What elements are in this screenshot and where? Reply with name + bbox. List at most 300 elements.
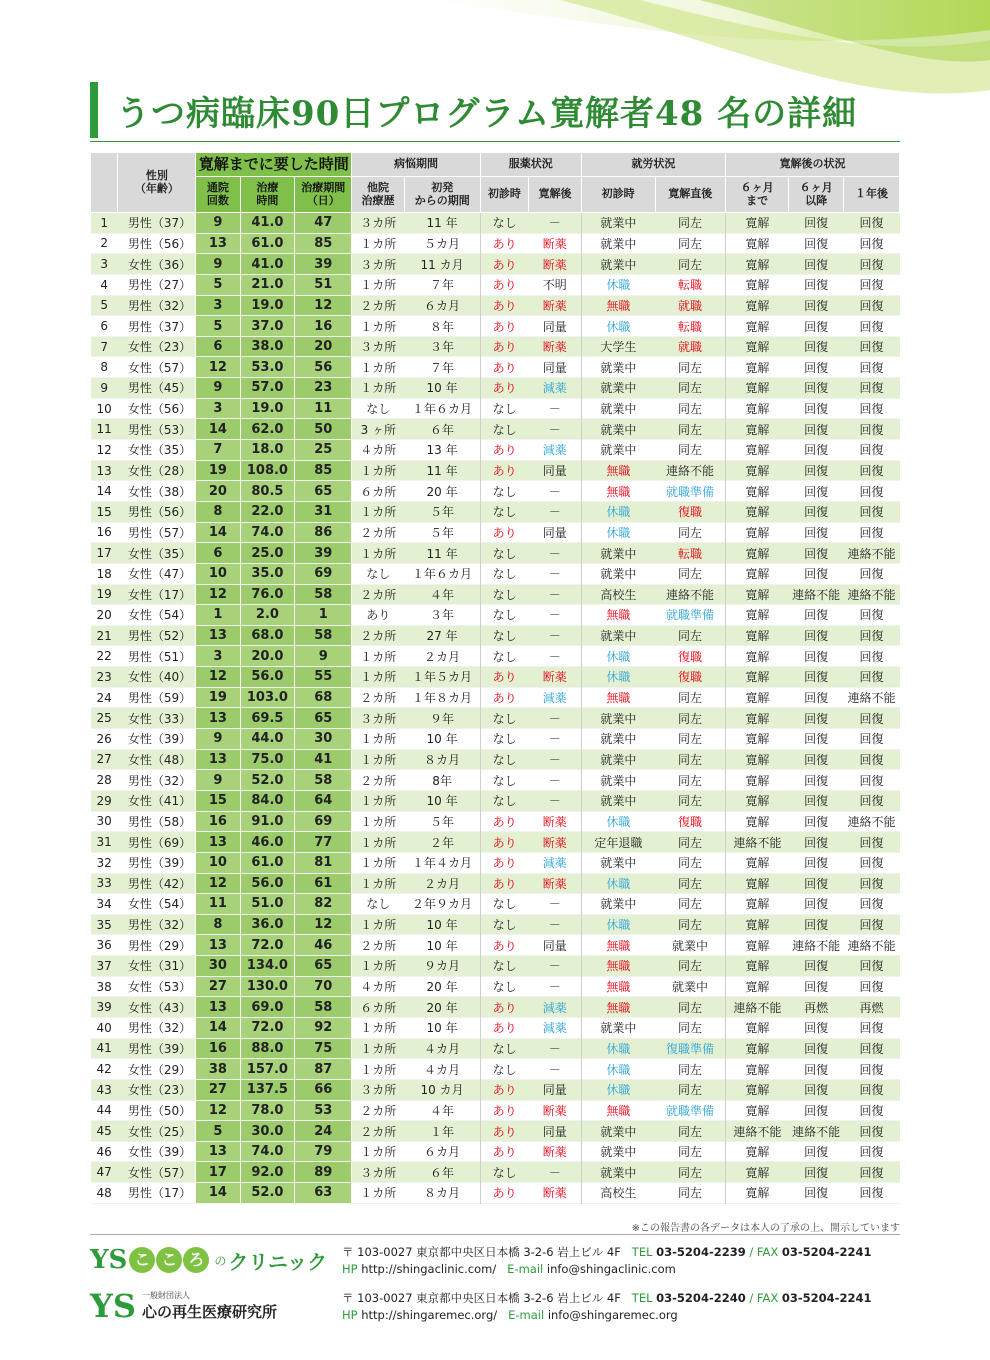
cell-status-6m: 寛解 [726,976,789,997]
cell-meds-after: 同量 [529,935,582,956]
table-row [91,770,900,791]
cell-sex-age: 女性（33） [118,708,196,729]
institute-name: 心の再生医療研究所 [141,1303,277,1321]
cell-row-number: 16 [91,522,118,543]
cell-work-after: 復職 [655,646,726,667]
cell-status-6m: 寛解 [726,667,789,688]
cell-sex-age: 女性（35） [118,440,196,461]
cell-work-after: 復職 [655,667,726,688]
cell-row-number: 41 [91,1038,118,1059]
cell-status-1y: 回復 [844,563,900,584]
cell-treatment-hours: 56.0 [240,667,295,688]
cell-meds-first: なし [480,770,528,791]
cell-status-1y: 回復 [844,749,900,770]
cell-sex-age: 男性（56） [118,501,196,522]
cell-sex-age: 男性（39） [118,852,196,873]
cell-other-clinic-history: なし [352,894,405,915]
cell-status-6m-plus: 回復 [789,1183,844,1204]
table-row [91,1121,900,1142]
cell-visit-count: 27 [196,1079,240,1100]
cell-status-6m-plus: 回復 [789,811,844,832]
cell-status-6m-plus: 回復 [789,378,844,399]
cell-visit-count: 6 [196,543,240,564]
header-m6: ６ヶ月 まで [726,177,789,213]
cell-status-1y: 連絡不能 [844,935,900,956]
cell-meds-first: あり [480,667,528,688]
header-since-onset: 初発 からの期間 [404,177,480,213]
institute-name-block [142,1290,277,1322]
cell-work-first: 就業中 [581,770,655,791]
cell-work-first: 休職 [581,873,655,894]
cell-treatment-days: 11 [295,398,352,419]
cell-meds-first: あり [480,1100,528,1121]
cell-meds-first: なし [480,1038,528,1059]
cell-onset-period: 13 年 [404,440,480,461]
cell-treatment-hours: 130.0 [240,976,295,997]
cell-treatment-days: 47 [295,213,352,234]
table-row [91,233,900,254]
header-work-after: 寛解直後 [655,177,726,213]
cell-work-after: 同左 [655,1162,726,1183]
cell-other-clinic-history: １カ所 [352,914,405,935]
cell-work-first: 休職 [581,1059,655,1080]
cell-status-6m-plus: 回復 [789,1059,844,1080]
cell-meds-first: なし [480,708,528,729]
cell-treatment-hours: 108.0 [240,460,295,481]
cell-status-1y: 回復 [844,1183,900,1204]
cell-work-after: 転職 [655,316,726,337]
cell-other-clinic-history: １カ所 [352,790,405,811]
header-illness-group: 病悩期間 [352,153,480,177]
cell-other-clinic-history: １カ所 [352,729,405,750]
cell-onset-period: 10 年 [404,1017,480,1038]
cell-status-6m-plus: 回復 [789,316,844,337]
cell-status-6m: 寛解 [726,935,789,956]
cell-visit-count: 19 [196,460,240,481]
cell-work-first: 就業中 [581,894,655,915]
cell-row-number: 43 [91,1079,118,1100]
clinic-email-label: E-mail [507,1262,544,1276]
cell-work-first: 無職 [581,481,655,502]
cell-status-1y: 回復 [844,832,900,853]
cell-status-1y: 回復 [844,605,900,626]
cell-meds-first: あり [480,254,528,275]
cell-meds-first: なし [480,543,528,564]
cell-status-6m: 寛解 [726,316,789,337]
cell-onset-period: ３年 [404,336,480,357]
cell-meds-first: あり [480,811,528,832]
cell-onset-period: ７年 [404,357,480,378]
cell-status-1y: 回復 [844,873,900,894]
cell-treatment-days: 81 [295,852,352,873]
cell-row-number: 6 [91,316,118,337]
cell-meds-first: あり [480,687,528,708]
cell-sex-age: 男性（32） [118,914,196,935]
cell-meds-first: あり [480,295,528,316]
cell-row-number: 13 [91,460,118,481]
cell-treatment-days: 58 [295,770,352,791]
cell-meds-after: 断薬 [529,1183,582,1204]
cell-treatment-days: 55 [295,667,352,688]
cell-meds-after: 同量 [529,460,582,481]
cell-visit-count: 7 [196,440,240,461]
cell-status-1y: 回復 [844,460,900,481]
cell-other-clinic-history: １カ所 [352,357,405,378]
cell-row-number: 35 [91,914,118,935]
cell-status-6m: 寛解 [726,687,789,708]
cell-row-number: 21 [91,625,118,646]
cell-status-6m: 寛解 [726,295,789,316]
cell-other-clinic-history: ３カ所 [352,254,405,275]
cell-other-clinic-history: １カ所 [352,832,405,853]
table-row [91,749,900,770]
cell-onset-period: ４年 [404,1100,480,1121]
cell-status-6m-plus: 回復 [789,501,844,522]
cell-meds-after: － [529,646,582,667]
cell-treatment-hours: 84.0 [240,790,295,811]
cell-treatment-hours: 52.0 [240,770,295,791]
cell-work-first: 就業中 [581,1121,655,1142]
cell-status-6m-plus: 回復 [789,213,844,234]
cell-meds-after: － [529,770,582,791]
table-row [91,811,900,832]
cell-treatment-hours: 91.0 [240,811,295,832]
cell-meds-after: － [529,584,582,605]
cell-treatment-days: 24 [295,1121,352,1142]
cell-onset-period: ９カ月 [404,956,480,977]
cell-onset-period: ４カ月 [404,1059,480,1080]
cell-work-after: 復職 [655,811,726,832]
cell-work-first: 休職 [581,1038,655,1059]
title-accent-bar [90,82,98,138]
cell-onset-period: ２カ月 [404,646,480,667]
cell-work-after: 同左 [655,1059,726,1080]
institute-logo [90,1286,277,1326]
cell-work-first: 休職 [581,1079,655,1100]
cell-sex-age: 男性（37） [118,316,196,337]
cell-status-6m: 寛解 [726,419,789,440]
cell-work-first: 高校生 [581,1183,655,1204]
cell-status-6m-plus: 回復 [789,522,844,543]
cell-sex-age: 女性（38） [118,481,196,502]
cell-status-1y: 回復 [844,336,900,357]
table-row [91,708,900,729]
cell-row-number: 18 [91,563,118,584]
cell-row-number: 2 [91,233,118,254]
cell-other-clinic-history: ６カ所 [352,997,405,1018]
cell-work-after: 同左 [655,749,726,770]
cell-sex-age: 女性（47） [118,563,196,584]
table-row [91,481,900,502]
cell-work-first: 無職 [581,460,655,481]
cell-treatment-days: 16 [295,316,352,337]
header-m6plus: ６ヶ月 以降 [789,177,844,213]
cell-visit-count: 13 [196,832,240,853]
cell-work-first: 無職 [581,687,655,708]
institute-hp-link[interactable]: http://shingaremec.org/ [361,1308,498,1322]
cell-status-1y: 回復 [844,357,900,378]
cell-meds-first: なし [480,790,528,811]
table-row [91,997,900,1018]
clinic-logo-no: の [214,1253,227,1268]
cell-sex-age: 男性（29） [118,935,196,956]
cell-status-6m: 寛解 [726,1017,789,1038]
cell-meds-after: － [529,605,582,626]
cell-treatment-hours: 36.0 [240,914,295,935]
cell-row-number: 8 [91,357,118,378]
clinic-tel[interactable]: 03-5204-2239 [656,1245,746,1259]
cell-sex-age: 女性（23） [118,1079,196,1100]
clinic-email-link[interactable]: info@shingaclinic.com [546,1262,676,1276]
cell-other-clinic-history: ６カ所 [352,481,405,502]
header-work-first: 初診時 [581,177,655,213]
cell-work-first: 休職 [581,316,655,337]
cell-row-number: 9 [91,378,118,399]
cell-meds-after: － [529,625,582,646]
title-underline [90,141,900,142]
cell-treatment-days: 79 [295,1141,352,1162]
table-row [91,687,900,708]
cell-onset-period: ７年 [404,274,480,295]
cell-treatment-days: 58 [295,584,352,605]
cell-meds-first: なし [480,419,528,440]
cell-treatment-hours: 78.0 [240,1100,295,1121]
cell-treatment-hours: 80.5 [240,481,295,502]
cell-status-6m: 寛解 [726,894,789,915]
cell-status-6m-plus: 回復 [789,852,844,873]
cell-other-clinic-history: １カ所 [352,233,405,254]
cell-status-6m-plus: 回復 [789,625,844,646]
cell-status-6m-plus: 連絡不能 [789,935,844,956]
cell-meds-after: 同量 [529,1121,582,1142]
cell-work-first: 就業中 [581,233,655,254]
cell-other-clinic-history: ２カ所 [352,625,405,646]
institute-tel[interactable]: 03-5204-2240 [656,1291,746,1305]
cell-visit-count: 15 [196,790,240,811]
cell-status-6m-plus: 回復 [789,419,844,440]
cell-meds-after: － [529,1162,582,1183]
cell-treatment-days: 92 [295,1017,352,1038]
cell-meds-after: － [529,543,582,564]
cell-status-6m: 連絡不能 [726,832,789,853]
cell-status-6m-plus: 回復 [789,914,844,935]
cell-status-1y: 回復 [844,976,900,997]
cell-sex-age: 女性（54） [118,894,196,915]
cell-treatment-days: 86 [295,522,352,543]
table-row [91,1059,900,1080]
cell-sex-age: 男性（58） [118,811,196,832]
institute-hp-label: HP [342,1308,358,1322]
cell-status-6m-plus: 回復 [789,1079,844,1100]
table-row [91,419,900,440]
cell-status-1y: 回復 [844,1017,900,1038]
table-row [91,790,900,811]
cell-treatment-days: 41 [295,749,352,770]
cell-treatment-days: 70 [295,976,352,997]
cell-row-number: 28 [91,770,118,791]
cell-other-clinic-history: ２カ所 [352,770,405,791]
cell-treatment-hours: 72.0 [240,1017,295,1038]
cell-work-after: 同左 [655,729,726,750]
table-row [91,378,900,399]
cell-treatment-hours: 72.0 [240,935,295,956]
cell-status-6m-plus: 回復 [789,894,844,915]
cell-treatment-days: 89 [295,1162,352,1183]
cell-meds-after: － [529,1059,582,1080]
cell-status-6m-plus: 回復 [789,233,844,254]
cell-sex-age: 女性（36） [118,254,196,275]
cell-other-clinic-history: １カ所 [352,1183,405,1204]
cell-status-6m-plus: 回復 [789,1038,844,1059]
cell-other-clinic-history: １カ所 [352,1017,405,1038]
cell-work-after: 同左 [655,708,726,729]
cell-status-6m-plus: 回復 [789,687,844,708]
cell-other-clinic-history: ２カ所 [352,687,405,708]
cell-visit-count: 10 [196,852,240,873]
cell-onset-period: 10 カ月 [404,1079,480,1100]
cell-onset-period: 11 年 [404,460,480,481]
institute-email-link[interactable]: info@shingaremec.org [547,1308,678,1322]
header-treat-days: 治療期間 （日） [295,177,352,213]
cell-other-clinic-history: １カ所 [352,749,405,770]
cell-treatment-hours: 74.0 [240,1141,295,1162]
cell-treatment-hours: 69.0 [240,997,295,1018]
cell-meds-after: 不明 [529,274,582,295]
cell-sex-age: 男性（17） [118,1183,196,1204]
header-work-group: 就労状況 [581,153,725,177]
cell-status-6m-plus: 回復 [789,832,844,853]
cell-other-clinic-history: ３カ所 [352,336,405,357]
cell-status-6m: 寛解 [726,357,789,378]
cell-visit-count: 13 [196,1141,240,1162]
cell-meds-after: 同量 [529,357,582,378]
header-other-clinics: 他院 治療歴 [352,177,405,213]
cell-status-6m-plus: 回復 [789,1162,844,1183]
cell-visit-count: 5 [196,316,240,337]
cell-treatment-hours: 18.0 [240,440,295,461]
table-row [91,274,900,295]
table-row [91,543,900,564]
cell-status-1y: 回復 [844,770,900,791]
cell-status-1y: 回復 [844,708,900,729]
kokoro-char: こ [129,1247,155,1273]
cell-status-6m-plus: 再燃 [789,997,844,1018]
cell-status-1y: 回復 [844,1059,900,1080]
cell-onset-period: 10 年 [404,729,480,750]
cell-treatment-days: 87 [295,1059,352,1080]
cell-row-number: 5 [91,295,118,316]
cell-treatment-days: 12 [295,295,352,316]
cell-work-after: 同左 [655,254,726,275]
cell-work-first: 就業中 [581,254,655,275]
cell-status-1y: 回復 [844,1121,900,1142]
cell-onset-period: 11 年 [404,213,480,234]
cell-treatment-hours: 38.0 [240,336,295,357]
cell-onset-period: ３年 [404,605,480,626]
cell-visit-count: 13 [196,997,240,1018]
cell-other-clinic-history: １カ所 [352,316,405,337]
cell-status-6m: 寛解 [726,708,789,729]
cell-status-6m-plus: 回復 [789,667,844,688]
cell-sex-age: 男性（45） [118,378,196,399]
cell-sex-age: 女性（29） [118,1059,196,1080]
cell-work-first: 就業中 [581,1017,655,1038]
cell-treatment-hours: 75.0 [240,749,295,770]
table-row [91,357,900,378]
table-row [91,501,900,522]
cell-visit-count: 13 [196,625,240,646]
cell-visit-count: 14 [196,1183,240,1204]
cell-other-clinic-history: ２カ所 [352,584,405,605]
cell-other-clinic-history: １カ所 [352,460,405,481]
cell-work-after: 同左 [655,398,726,419]
cell-status-1y: 回復 [844,1038,900,1059]
cell-status-6m: 寛解 [726,398,789,419]
table-body [91,213,900,1204]
cell-treatment-days: 39 [295,254,352,275]
table-row [91,1017,900,1038]
cell-treatment-hours: 41.0 [240,213,295,234]
cell-treatment-days: 39 [295,543,352,564]
cell-meds-after: 断薬 [529,1100,582,1121]
cell-status-6m-plus: 回復 [789,1100,844,1121]
header-sex-age: 性別 （年齢） [118,153,196,213]
cell-onset-period: 11 年 [404,543,480,564]
cell-other-clinic-history: １カ所 [352,811,405,832]
cell-status-1y: 回復 [844,254,900,275]
cell-work-after: 同左 [655,419,726,440]
cell-status-1y: 回復 [844,1100,900,1121]
cell-status-6m: 寛解 [726,543,789,564]
table-row [91,584,900,605]
cell-work-after: 就職準備 [655,1100,726,1121]
cell-meds-first: あり [480,522,528,543]
cell-meds-first: なし [480,646,528,667]
cell-row-number: 1 [91,213,118,234]
table-row [91,398,900,419]
cell-status-1y: 回復 [844,1162,900,1183]
cell-work-after: 復職準備 [655,1038,726,1059]
cell-treatment-hours: 20.0 [240,646,295,667]
cell-sex-age: 男性（32） [118,1017,196,1038]
cell-status-1y: 連絡不能 [844,584,900,605]
cell-work-after: 同左 [655,378,726,399]
table-row [91,873,900,894]
cell-meds-after: － [529,708,582,729]
cell-row-number: 42 [91,1059,118,1080]
clinic-fax-label: FAX [756,1245,779,1259]
cell-work-after: 同左 [655,832,726,853]
cell-meds-first: あり [480,832,528,853]
cell-work-after: 同左 [655,894,726,915]
clinic-hp-link[interactable]: http://shingaclinic.com/ [361,1262,497,1276]
cell-treatment-days: 61 [295,873,352,894]
cell-meds-after: 減薬 [529,687,582,708]
cell-meds-first: なし [480,213,528,234]
cell-row-number: 45 [91,1121,118,1142]
cell-status-6m: 寛解 [726,770,789,791]
clinic-fax: 03-5204-2241 [781,1245,872,1259]
kokoro-char: ろ [183,1247,209,1273]
table-row [91,1079,900,1100]
cell-meds-first: なし [480,625,528,646]
cell-visit-count: 13 [196,935,240,956]
cell-row-number: 34 [91,894,118,915]
cell-work-after: 同左 [655,956,726,977]
cell-other-clinic-history: １カ所 [352,852,405,873]
cell-treatment-hours: 19.0 [240,398,295,419]
clinic-address: 〒 103-0027 東京都中央区日本橋 3-2-6 岩上ビル 4F [342,1245,621,1259]
